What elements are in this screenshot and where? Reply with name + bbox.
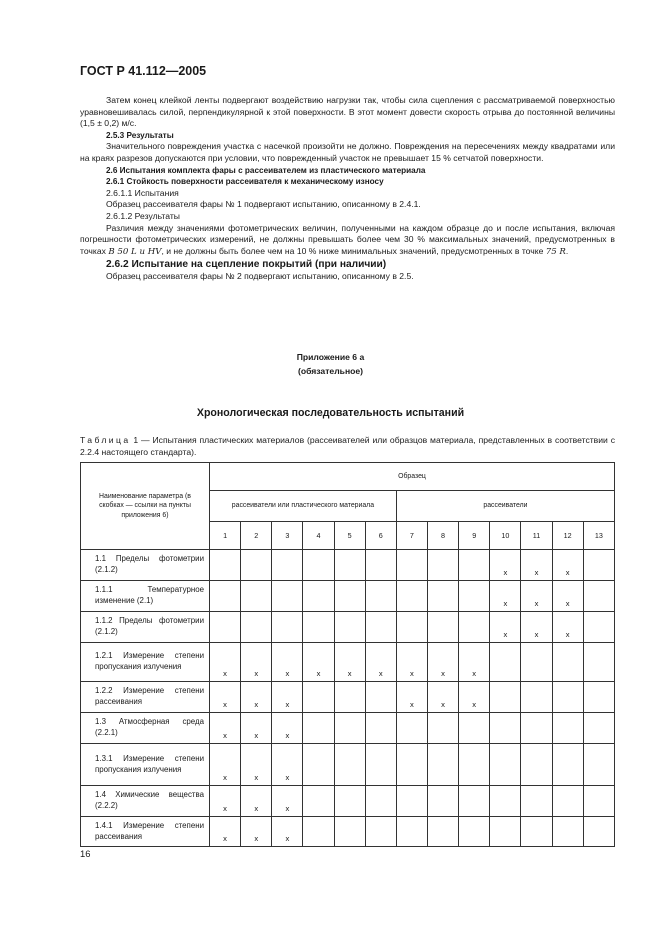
table-caption [80,434,615,458]
parameter-name-cell: 1.4 Химические вещества (2.2.2) [81,786,210,817]
mark-cell [490,682,521,713]
parameter-name-cell: 1.3 Атмосферная среда (2.2.1) [81,713,210,744]
sample-header-cell: Образец [210,463,615,491]
mark-cell: x [272,682,303,713]
mark-cell: x [210,786,241,817]
mark-cell [303,744,334,786]
table-caption-text: — Испытания пластических материалов (рассеивателей или образцов материала, представленных в соответствии с 2.2.4 настоящего стандарта). [80,435,616,457]
mark-cell [521,713,552,744]
mark-cell: x [241,744,272,786]
mark-cell: x [365,643,396,682]
mark-cell [396,786,427,817]
mark-cell [210,581,241,612]
mark-cell [583,682,614,713]
mark-cell [583,786,614,817]
appendix-title: Приложение 6 а [296,352,365,362]
column-number: 12 [552,522,583,550]
mark-cell [303,786,334,817]
parameter-name-cell: 1.2.2 Измерение степени рассеивания [81,682,210,713]
param-header-cell: Наименование параметра (в скобках — ссылки на пункты приложения 6) [81,463,210,550]
mark-cell [521,682,552,713]
mark-cell: x [552,550,583,581]
mark-cell [427,612,458,643]
column-number: 4 [303,522,334,550]
heading-2-5-3: 2.5.3 Результаты [106,130,174,140]
group-header-lens-or-material: рассеиватели или пластического материала [210,491,397,522]
mark-cell [396,817,427,847]
heading-2-6-1-2: 2.6.1.2 Результаты [106,210,180,221]
paragraph-tape-pull: Затем конец клейкой ленты подвергают воздействию нагрузки так, чтобы сила сцепления с рассматриваемой поверхностью уравновешивалась силой, перпендикулярной к этой поверхности. В этот момент довести скорость отрыва до постоянной величины (1,5 ± 0,2) м/с. [80,95,615,129]
mark-cell [552,817,583,847]
mark-cell [241,550,272,581]
mark-cell: x [334,643,365,682]
mark-cell: x [210,682,241,713]
table-row [81,612,615,643]
mark-cell [303,550,334,581]
parameter-name-cell: 1.3.1 Измерение степени пропускания излучения [81,744,210,786]
paragraph-sample-2: Образец рассеивателя фары № 2 подвергают испытанию, описанному в 2.5. [106,271,414,282]
mark-cell [272,550,303,581]
mark-cell [334,682,365,713]
mark-cell [365,744,396,786]
column-number: 7 [396,522,427,550]
mark-cell [396,713,427,744]
column-number: 11 [521,522,552,550]
mark-cell: x [427,643,458,682]
table-row [81,581,615,612]
mark-cell [583,643,614,682]
mark-cell [427,786,458,817]
mark-cell [521,786,552,817]
column-number: 10 [490,522,521,550]
mark-cell [427,744,458,786]
mark-cell [552,744,583,786]
mark-cell [521,643,552,682]
mark-cell: x [490,581,521,612]
table-row [81,744,615,786]
mark-cell [490,744,521,786]
test-sequence-table [80,462,615,847]
mark-cell [490,817,521,847]
mark-cell [459,581,490,612]
mark-cell [303,612,334,643]
mark-cell [334,713,365,744]
table-row [81,643,615,682]
paragraph-sample-1: Образец рассеивателя фары № 1 подвергают испытанию, описанному в 2.4.1. [106,199,421,210]
column-number: 8 [427,522,458,550]
column-number: 9 [459,522,490,550]
mark-cell: x [396,643,427,682]
mark-cell: x [521,581,552,612]
mark-cell: x [210,817,241,847]
mark-cell [427,581,458,612]
mark-cell [427,817,458,847]
mark-cell: x [241,817,272,847]
mark-cell: x [490,612,521,643]
mark-cell [396,581,427,612]
mark-cell [459,744,490,786]
table-row [81,817,615,847]
mark-cell: x [241,786,272,817]
column-number: 6 [365,522,396,550]
point-75r: 75 R [545,246,566,257]
mark-cell: x [272,713,303,744]
mark-cell: x [272,817,303,847]
mark-cell [272,581,303,612]
mark-cell [583,550,614,581]
paragraph-photometric-part-c: . [565,245,569,256]
mark-cell: x [552,581,583,612]
table-row [81,786,615,817]
mark-cell: x [210,744,241,786]
column-number: 2 [241,522,272,550]
mark-cell: x [459,643,490,682]
mark-cell [334,786,365,817]
table-caption-label: Таблица [80,435,131,445]
paragraph-photometric-part-a: Различия между значениями фотометрических величин, полученными на каждом образце до и после испытания, включая погрешности фотометрических измерений, не должны превышать более чем 30 % максимальных значений, предусмотренных в точках [80,222,615,256]
mark-cell [334,581,365,612]
mark-cell: x [210,643,241,682]
mark-cell: x [303,643,334,682]
mark-cell [303,817,334,847]
mark-cell [396,744,427,786]
mark-cell [334,612,365,643]
mark-cell: x [241,713,272,744]
mark-cell: x [210,713,241,744]
mark-cell: x [490,550,521,581]
mark-cell [552,643,583,682]
paragraph-photometric-diff [80,223,615,259]
heading-2-6-2: 2.6.2 Испытание на сцепление покрытий (при наличии) [106,259,387,271]
appendix-subtitle: (обязательное) [297,366,364,376]
mark-cell [583,817,614,847]
mark-cell [459,817,490,847]
table-row [81,713,615,744]
column-number: 13 [583,522,614,550]
mark-cell [365,713,396,744]
mark-cell [583,581,614,612]
mark-cell [583,744,614,786]
heading-2-6: 2.6 Испытания комплекта фары с рассеивателем из пластического материала [106,165,426,175]
mark-cell: x [459,682,490,713]
mark-cell [459,713,490,744]
parameter-name-cell: 1.1 Пределы фотометрии (2.1.2) [81,550,210,581]
mark-cell [241,612,272,643]
table-row [81,682,615,713]
mark-cell [427,713,458,744]
column-number: 3 [272,522,303,550]
mark-cell: x [272,786,303,817]
parameter-name-cell: 1.1.2 Пределы фотометрии (2.1.2) [81,612,210,643]
mark-cell [427,550,458,581]
mark-cell: x [521,612,552,643]
table-body [81,463,615,847]
mark-cell [396,612,427,643]
mark-cell [334,744,365,786]
mark-cell [303,682,334,713]
mark-cell [365,817,396,847]
mark-cell [459,550,490,581]
paragraph-photometric-part-b: , и не должны быть более чем на 10 % ниже минимальных значений, предусмотренных в точке [161,245,546,256]
column-number: 5 [334,522,365,550]
mark-cell [583,713,614,744]
heading-2-6-1: 2.6.1 Стойкость поверхности рассеивателя к механическому износу [106,177,384,187]
mark-cell [210,612,241,643]
mark-cell [583,612,614,643]
mark-cell [552,682,583,713]
points-b50l-hv: B 50 L и HV [108,246,162,257]
parameter-name-cell: 1.2.1 Измерение степени пропускания излучения [81,643,210,682]
mark-cell [303,713,334,744]
mark-cell [490,643,521,682]
mark-cell [552,713,583,744]
group-header-lenses: рассеиватели [396,491,614,522]
parameter-name-cell: 1.1.1 Температурное изменение (2.1) [81,581,210,612]
mark-cell: x [241,682,272,713]
parameter-name-cell: 1.4.1 Измерение степени рассеивания [81,817,210,847]
page-number: 16 [80,848,91,859]
column-number: 1 [210,522,241,550]
mark-cell [365,682,396,713]
mark-cell [490,713,521,744]
section-title: Хронологическая последовательность испытаний [196,407,465,419]
mark-cell [459,612,490,643]
table-row [81,550,615,581]
mark-cell [365,550,396,581]
heading-2-6-1-1: 2.6.1.1 Испытания [106,187,179,198]
mark-cell [334,817,365,847]
mark-cell: x [272,643,303,682]
mark-cell: x [396,682,427,713]
mark-cell [552,786,583,817]
mark-cell [490,786,521,817]
mark-cell [365,786,396,817]
mark-cell [521,744,552,786]
mark-cell: x [552,612,583,643]
mark-cell [334,550,365,581]
mark-cell [365,612,396,643]
mark-cell: x [272,744,303,786]
mark-cell [396,550,427,581]
mark-cell: x [241,643,272,682]
document-header: ГОСТ Р 41.112—2005 [80,64,207,78]
mark-cell [521,817,552,847]
mark-cell [272,612,303,643]
table-caption-number: 1 [133,435,139,445]
paragraph-results-2-5-3: Значительного повреждения участка с насечкой произойти не должно. Повреждения на пересечениях между квадратами или на краях разрезов допускаются при условии, что поврежденный участок не превышает 15 % сетчатой поверхности. [80,141,615,163]
body-text-block [80,95,615,283]
mark-cell [210,550,241,581]
mark-cell: x [427,682,458,713]
mark-cell [365,581,396,612]
mark-cell [459,786,490,817]
mark-cell: x [521,550,552,581]
mark-cell [303,581,334,612]
mark-cell [241,581,272,612]
